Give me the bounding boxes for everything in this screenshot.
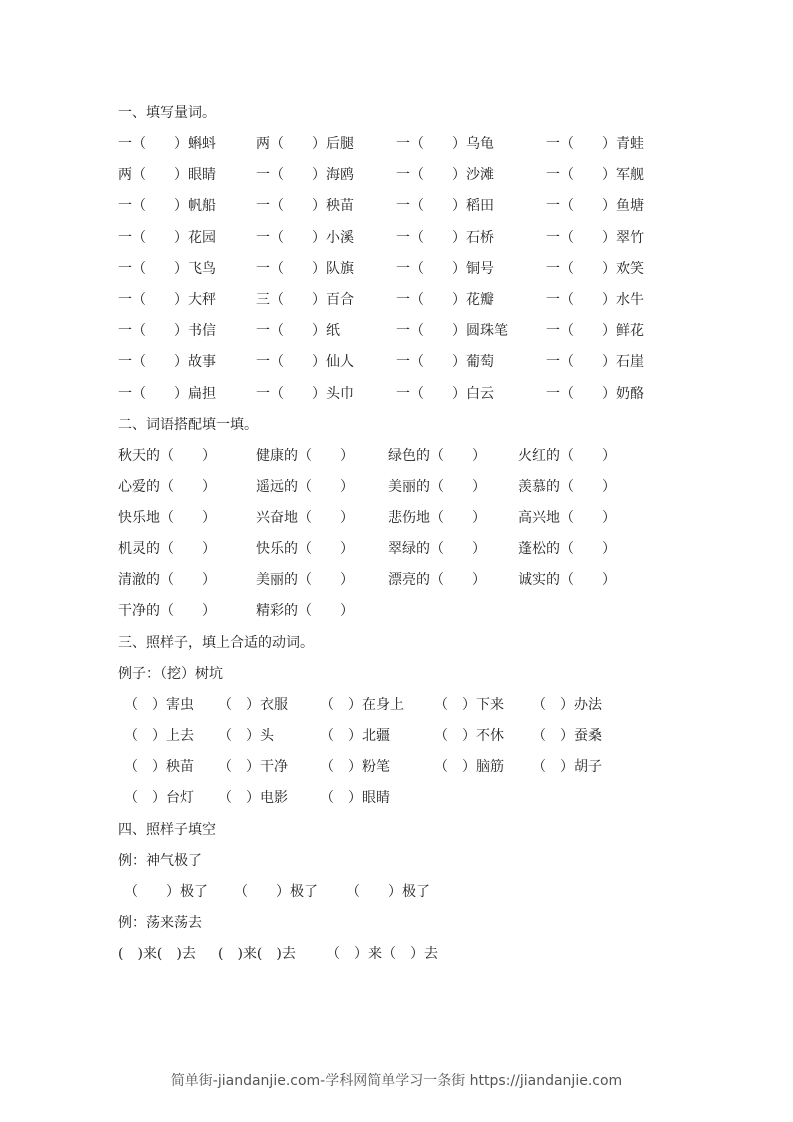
verb-fill-item: （ ）脑筋	[434, 759, 504, 775]
measure-word-item: 一（ ）乌龟	[396, 136, 494, 152]
measure-word-item: 一（ ）军舰	[546, 167, 644, 184]
word-pair-item: 高兴地（ ）	[518, 510, 616, 526]
measure-word-item: 一（ ）葡萄	[396, 354, 494, 371]
measure-word-item: 一（ ）铜号	[396, 260, 494, 277]
word-pair-item: 翠绿的（ ）	[388, 541, 486, 557]
word-pair-item: 健康的（ ）	[256, 448, 354, 464]
measure-word-item: 一（ ）欢笑	[546, 260, 644, 277]
verb-fill-item: （ ）头	[218, 728, 274, 744]
section-2-title: 二、词语搭配填一填。	[118, 417, 258, 433]
measure-word-item: 一（ ）圆珠笔	[396, 323, 508, 340]
extreme-fill-item: （ ）极了	[346, 884, 430, 900]
word-pair-item: 美丽的（ ）	[256, 572, 354, 588]
measure-word-item: 一（ ）花瓣	[396, 292, 494, 308]
come-go-fill-item: （ ）来（ ）去	[326, 946, 438, 962]
word-pair-item: 遥远的（ ）	[256, 479, 354, 495]
come-go-fill-item: ( )来( )去	[118, 946, 196, 962]
verb-fill-item: （ ）在身上	[320, 697, 404, 713]
verb-fill-item: （ ）粉笔	[320, 759, 390, 775]
section-4-example-2: 例：荡来荡去	[118, 915, 202, 931]
measure-word-item: 一（ ）纸	[256, 323, 340, 340]
word-pair-item: 诚实的（ ）	[518, 572, 616, 588]
word-pair-item: 精彩的（ ）	[256, 603, 354, 619]
verb-fill-item: （ ）办法	[532, 697, 602, 713]
word-pair-item: 美丽的（ ）	[388, 479, 486, 495]
measure-word-item: 两（ ）眼睛	[118, 167, 216, 184]
measure-word-item: 一（ ）花园	[118, 229, 216, 246]
measure-word-item: 一（ ）石崖	[546, 354, 644, 371]
measure-word-item: 一（ ）稻田	[396, 198, 494, 215]
measure-word-item: 一（ ）小溪	[256, 229, 354, 246]
measure-word-item: 一（ ）队旗	[256, 260, 354, 277]
verb-fill-item: （ ）台灯	[124, 790, 194, 806]
word-pair-item: 心爱的（ ）	[118, 479, 216, 495]
extreme-fill-item: （ ）极了	[124, 884, 208, 900]
measure-word-item: 两（ ）后腿	[256, 136, 354, 152]
measure-word-item: 一（ ）奶酪	[546, 385, 644, 402]
verb-fill-item: （ ）干净	[218, 759, 288, 775]
measure-word-item: 一（ ）青蛙	[546, 136, 644, 152]
measure-word-item: 一（ ）白云	[396, 385, 494, 402]
word-pair-item: 快乐的（ ）	[256, 541, 354, 557]
measure-word-item: 一（ ）鱼塘	[546, 198, 644, 215]
measure-word-item: 一（ ）书信	[118, 323, 216, 340]
word-pair-item: 羡慕的（ ）	[518, 479, 616, 495]
word-pair-item: 火红的（ ）	[518, 448, 616, 464]
word-pair-item: 悲伤地（ ）	[388, 510, 486, 526]
section-3-title: 三、照样子，填上合适的动词。	[118, 635, 314, 651]
verb-fill-item: （ ）眼睛	[320, 790, 390, 806]
measure-word-item: 一（ ）蝌蚪	[118, 136, 216, 152]
measure-word-item: 一（ ）水牛	[546, 292, 644, 308]
measure-word-item: 一（ ）翠竹	[546, 229, 644, 246]
verb-fill-item: （ ）上去	[124, 728, 194, 744]
word-pair-item: 清澈的（ ）	[118, 572, 216, 588]
measure-word-item: 一（ ）秧苗	[256, 198, 354, 215]
measure-word-item: 一（ ）故事	[118, 354, 216, 371]
word-pair-item: 漂亮的（ ）	[388, 572, 486, 588]
measure-word-item: 一（ ）扁担	[118, 385, 216, 402]
verb-fill-item: （ ）蚕桑	[532, 728, 602, 744]
verb-fill-item: （ ）衣服	[218, 697, 288, 713]
measure-word-item: 一（ ）帆船	[118, 198, 216, 215]
section-4-title: 四、照样子填空	[118, 822, 216, 838]
word-pair-item: 绿色的（ ）	[388, 448, 486, 464]
measure-word-item: 一（ ）石桥	[396, 229, 494, 246]
word-pair-item: 秋天的（ ）	[118, 448, 216, 464]
measure-word-item: 一（ ）鲜花	[546, 323, 644, 340]
section-4-example-1: 例：神气极了	[118, 853, 202, 869]
measure-word-item: 一（ ）大秤	[118, 292, 216, 308]
extreme-fill-item: （ ）极了	[234, 884, 318, 900]
verb-fill-item: （ ）不休	[434, 728, 504, 744]
verb-fill-item: （ ）下来	[434, 697, 504, 713]
measure-word-item: 一（ ）沙滩	[396, 167, 494, 184]
verb-fill-item: （ ）电影	[218, 790, 288, 806]
word-pair-item: 兴奋地（ ）	[256, 510, 354, 526]
section-3-example: 例子：（挖）树坑	[118, 666, 223, 682]
come-go-fill-item: ( )来( )去	[218, 946, 296, 962]
word-pair-item: 快乐地（ ）	[118, 510, 216, 526]
measure-word-item: 一（ ）海鸥	[256, 167, 354, 184]
measure-word-item: 一（ ）仙人	[256, 354, 354, 371]
word-pair-item: 机灵的（ ）	[118, 541, 216, 557]
section-1-title: 一、填写量词。	[118, 105, 216, 121]
measure-word-item: 一（ ）飞鸟	[118, 260, 216, 277]
verb-fill-item: （ ）胡子	[532, 759, 602, 775]
verb-fill-item: （ ）北疆	[320, 728, 390, 744]
verb-fill-item: （ ）害虫	[124, 697, 194, 713]
verb-fill-item: （ ）秧苗	[124, 759, 194, 775]
word-pair-item: 干净的（ ）	[118, 603, 216, 619]
measure-word-item: 三（ ）百合	[256, 292, 354, 308]
measure-word-item: 一（ ）头巾	[256, 385, 354, 402]
footer-watermark: 简单街-jiandanjie.com-学科网简单学习一条街 https://jiandanjie.com	[170, 1073, 623, 1089]
word-pair-item: 蓬松的（ ）	[518, 541, 616, 557]
